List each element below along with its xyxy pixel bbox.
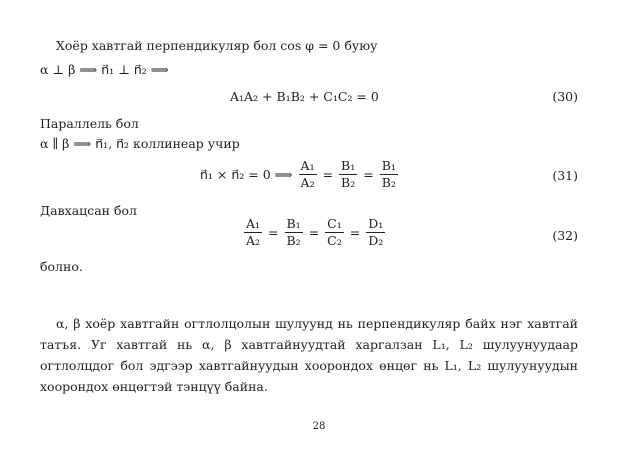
fraction-denominator: A₂ — [246, 233, 261, 248]
equation-30-number: (30) — [552, 89, 578, 104]
paragraph1-line2: α ⊥ β ⟹ n⃗₁ ⊥ n⃗₂ ⟹ — [40, 62, 169, 77]
paragraph4-row1: α, β хоёр хавтгайн огтлолцолын шулуунд нь перпендикуляр байх нэг хавтгай — [56, 316, 578, 331]
paragraph1-line1: Хоёр хавтгай перпендикуляр бол cos φ = 0 буюу — [56, 38, 378, 53]
fraction-numerator: B₁ — [381, 158, 396, 173]
equation-32-fraction-a — [244, 216, 262, 249]
equation-32-number: (32) — [552, 228, 578, 243]
equation-30: A₁A₂ + B₁B₂ + C₁C₂ = 0 — [230, 89, 379, 104]
fraction-denominator: C₂ — [327, 233, 342, 248]
paragraph3-line1: Давхацсан бол — [40, 203, 137, 218]
fraction-denominator: B₂ — [341, 175, 356, 190]
equation-31-lhs: n⃗₁ × n⃗₂ = 0 ⟹ — [200, 167, 293, 182]
paragraph4-row4: хоорондох өнцөгтэй тэнцүү байна. — [40, 379, 268, 394]
equals-sign: = — [363, 167, 374, 182]
equals-sign: = — [349, 225, 361, 240]
fraction-numerator: D₁ — [368, 216, 384, 231]
paragraph4 — [40, 313, 578, 397]
paragraph2-line1: Параллель бол — [40, 116, 139, 131]
equals-sign: = — [308, 225, 320, 240]
fraction-numerator: B₁ — [286, 216, 301, 231]
page-number: 28 — [312, 421, 326, 432]
paragraph3-end: болно. — [40, 259, 83, 274]
fraction-denominator: B₂ — [286, 233, 301, 248]
equation-32-fraction-d — [366, 216, 385, 249]
paragraph2-line2: α ∥ β ⟹ n⃗₁, n⃗₂ коллинеар учир — [40, 136, 240, 151]
fraction-denominator: B₂ — [381, 175, 396, 190]
fraction-numerator: B₁ — [341, 158, 356, 173]
fraction-numerator: A₁ — [300, 158, 315, 173]
paragraph4-row3: огтлолцдог бол эдгээр хавтгайнуудын хоорондох өнцөг нь L₁, L₂ шулуунуудын — [40, 358, 578, 373]
equation-31-fraction-c — [380, 158, 398, 191]
fraction-denominator: A₂ — [300, 175, 315, 190]
equation-31-fraction-b — [339, 158, 357, 191]
paragraph4-row2: татъя. Уг хавтгай нь α, β хавтгайнуудтай харгалзан L₁, L₂ шулуунуудаар — [40, 337, 578, 352]
equation-32-fraction-b — [285, 216, 303, 249]
equals-sign: = — [268, 225, 279, 240]
equation-32-fraction-c — [325, 216, 344, 249]
fraction-numerator: A₁ — [246, 216, 261, 231]
equals-sign: = — [322, 167, 334, 182]
equation-32 — [242, 216, 387, 249]
equation-31-fraction-a — [299, 158, 317, 191]
equation-31 — [200, 158, 400, 191]
fraction-denominator: D₂ — [368, 233, 384, 248]
equation-31-number: (31) — [552, 168, 578, 183]
fraction-numerator: C₁ — [327, 216, 342, 231]
